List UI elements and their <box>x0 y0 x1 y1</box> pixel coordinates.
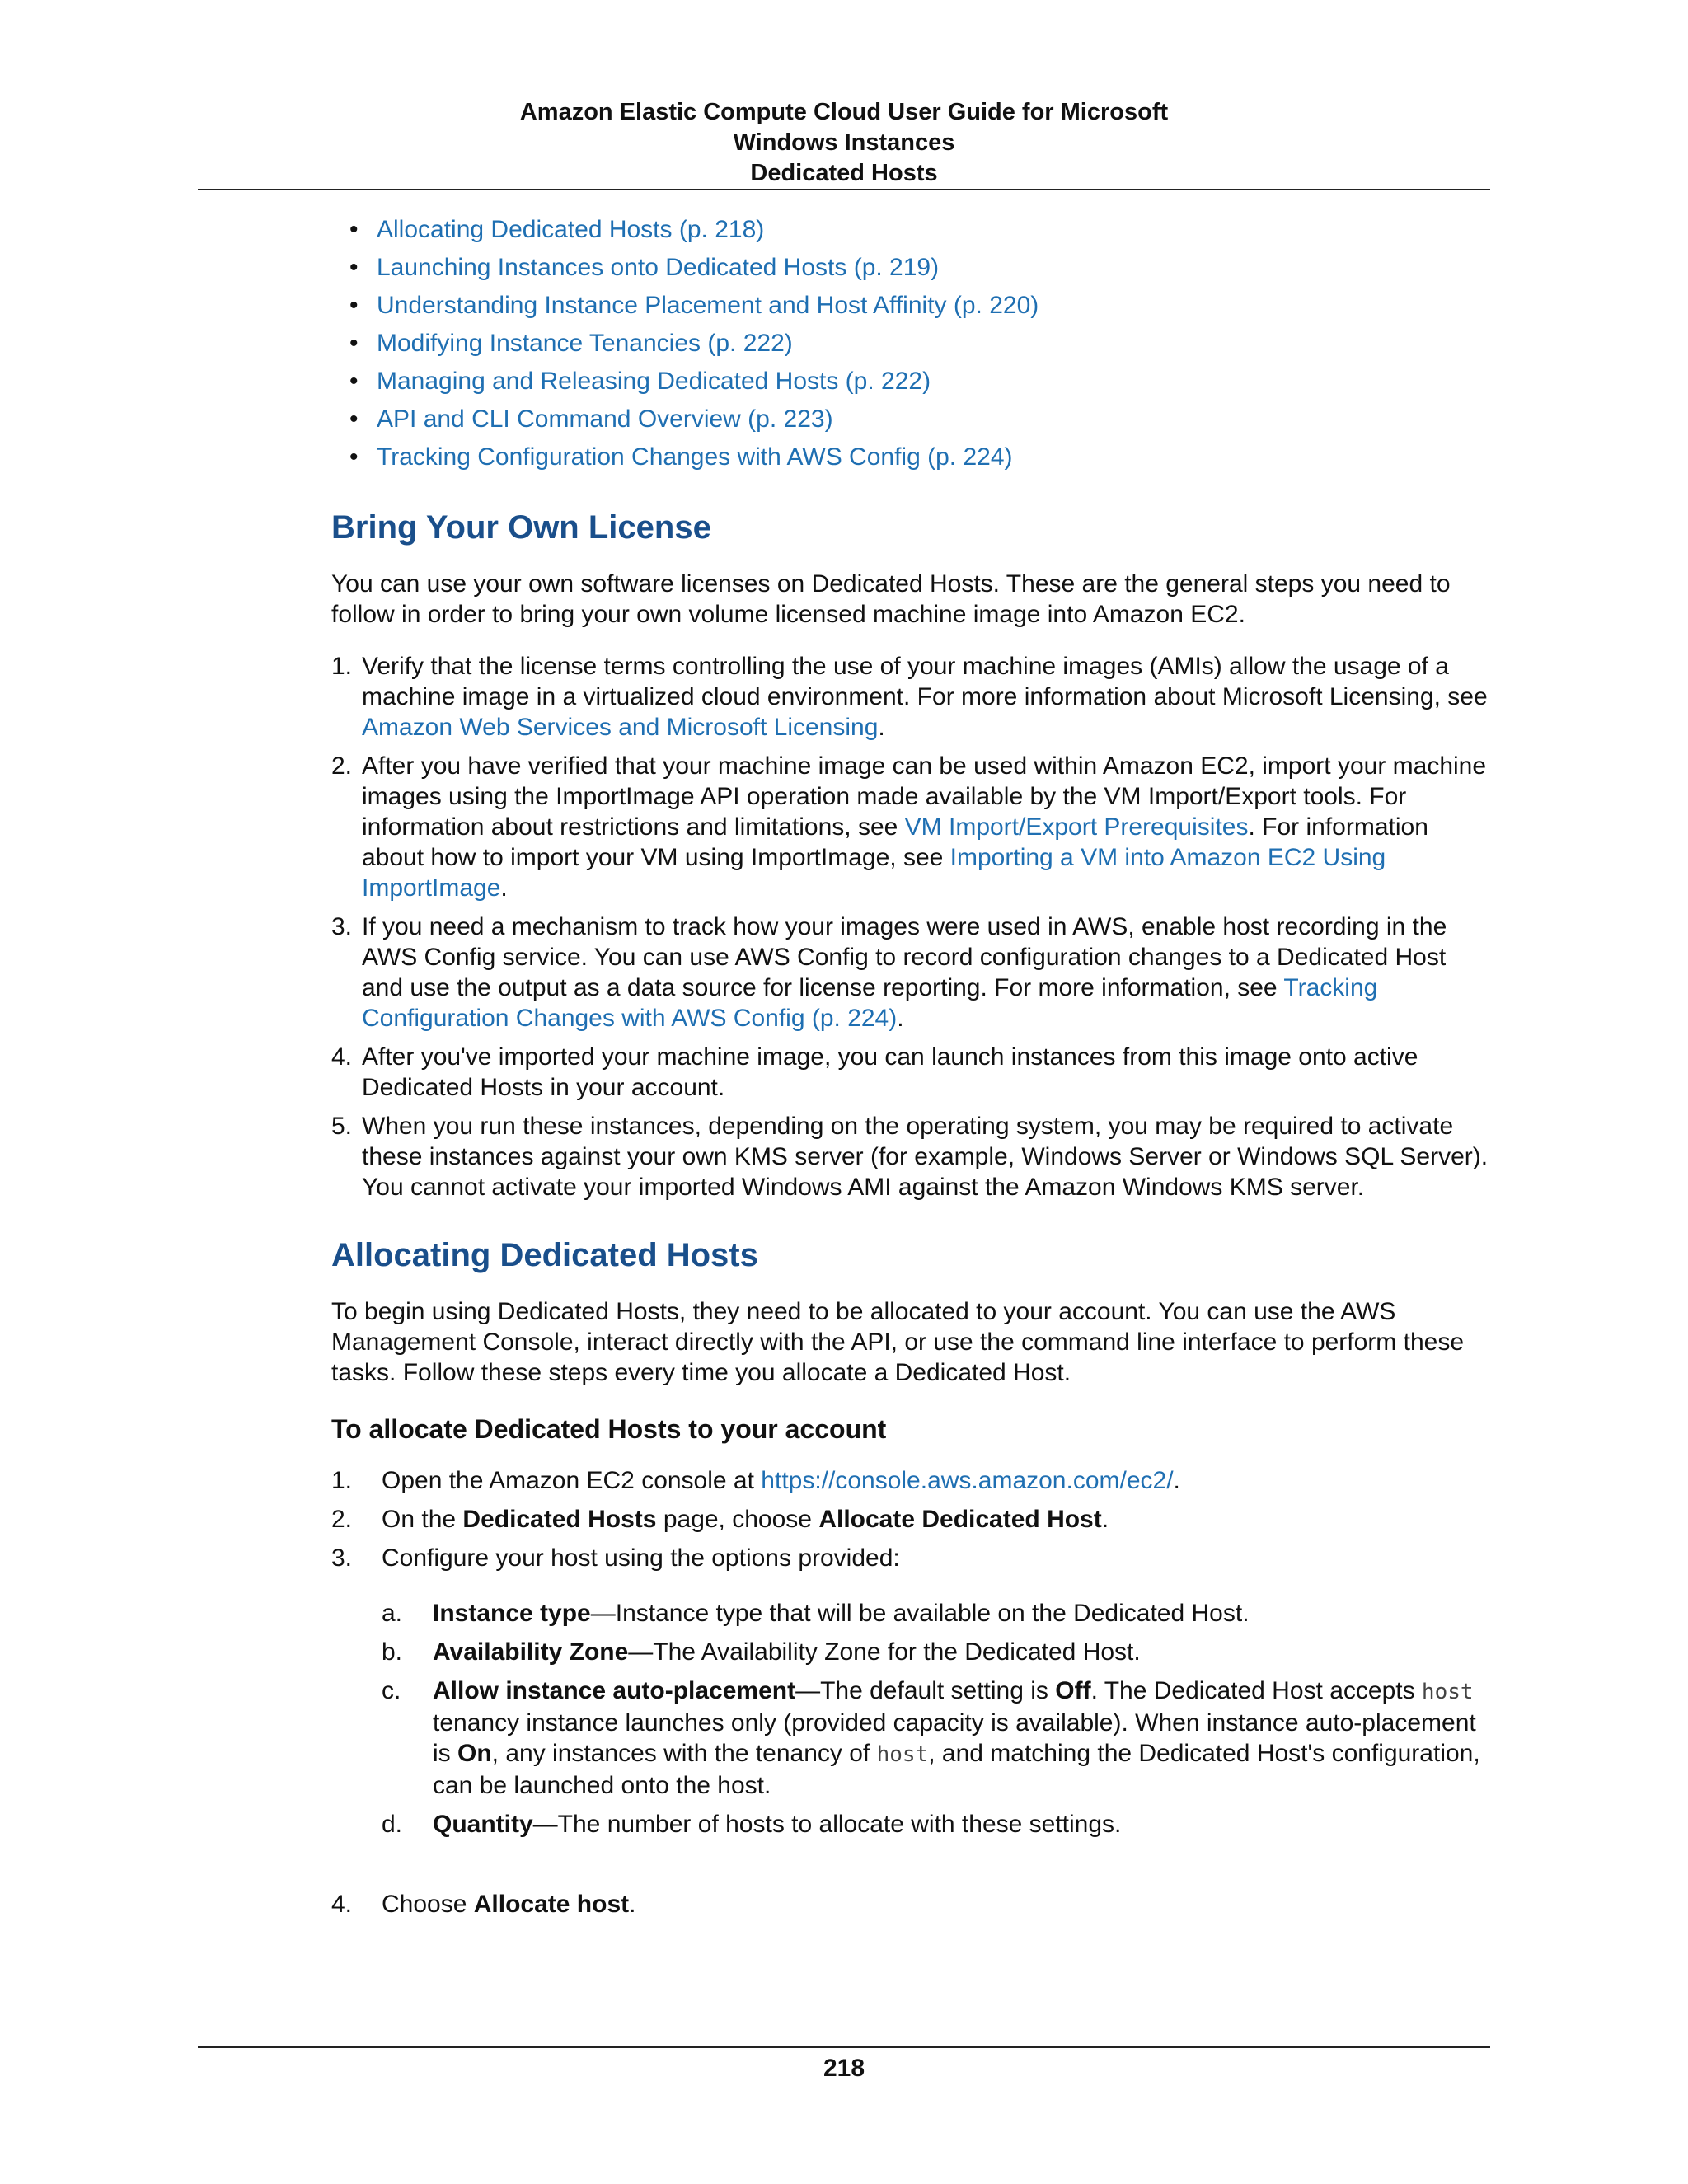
step-number: 2. <box>331 1506 353 1533</box>
step-text: Configure your host using the options provided: <box>382 1544 900 1572</box>
header-line-3: Dedicated Hosts <box>750 160 938 186</box>
option-quantity <box>382 1809 1490 1840</box>
footer-divider <box>198 2046 1490 2048</box>
option-term: Allow instance auto-placement <box>433 1677 796 1704</box>
procedure-title: To allocate Dedicated Hosts to your account <box>331 1414 887 1444</box>
allocate-step-2 <box>331 1504 1490 1535</box>
step-text: When you run these instances, depending on the operating system, you may be required to activate these instances against your own KMS server (for example, Windows Server or Windows SQL Server). You cannot activate your imported Windows AMI against the Amazon Windows KMS server. <box>362 1113 1489 1201</box>
option-text: —The Availability Zone for the Dedicated Host. <box>628 1638 1141 1666</box>
allocating-intro: To begin using Dedicated Hosts, they need to be allocated to your account. You can use the AWS Management Console, interact directly with the API, or use the command line interface to perform these tasks. Follow these steps every time you allocate a Dedicated Host. <box>331 1298 1465 1386</box>
toc-item <box>331 366 1490 396</box>
option-letter: a. <box>382 1600 403 1627</box>
page-number: 218 <box>823 2055 865 2082</box>
byol-step-4 <box>331 1042 1490 1103</box>
ec2-console-link[interactable]: https://console.aws.amazon.com/ec2/ <box>761 1467 1174 1494</box>
toc-item <box>331 328 1490 359</box>
byol-step-2 <box>331 751 1490 903</box>
tracking-config-link[interactable]: Tracking Configuration Changes with AWS Config (p. 224) <box>362 974 1378 1032</box>
allocating-heading: Allocating Dedicated Hosts <box>331 1237 758 1273</box>
step-text: Verify that the license terms controlling the use of your machine images (AMIs) allow the usage of a machine image in a virtualized cloud environment. For more information about Microsoft Licensing, see <box>362 653 1488 710</box>
option-auto-placement <box>382 1675 1490 1801</box>
step-text: After you've imported your machine image, you can launch instances from this image onto active Dedicated Hosts in your account. <box>362 1043 1418 1101</box>
step-number: 4. <box>331 1891 353 1918</box>
value-on: On <box>457 1740 492 1767</box>
toc-item <box>331 442 1490 472</box>
punctuation: . <box>1101 1506 1109 1533</box>
punctuation: . <box>500 874 508 902</box>
header-line-1: Amazon Elastic Compute Cloud User Guide for Microsoft <box>519 99 1169 125</box>
toc-link-managing[interactable]: Managing and Releasing Dedicated Hosts (p. 222) <box>377 368 931 395</box>
header-line-2: Windows Instances <box>733 129 955 156</box>
code-host: host <box>876 1742 929 1767</box>
host-options-list <box>382 1598 1490 1840</box>
toc-link-placement[interactable]: Understanding Instance Placement and Host Affinity (p. 220) <box>377 292 1039 319</box>
import-vm-link[interactable]: Importing a VM into Amazon EC2 Using ImportImage <box>362 844 1386 902</box>
toc-link-api-cli[interactable]: API and CLI Command Overview (p. 223) <box>377 405 833 433</box>
option-letter: c. <box>382 1677 401 1704</box>
step-text: Choose <box>382 1891 474 1918</box>
step-number: 1. <box>331 653 353 680</box>
option-letter: b. <box>382 1638 403 1666</box>
option-term: Quantity <box>433 1811 533 1838</box>
step-number: 5. <box>331 1113 353 1140</box>
step-number: 3. <box>331 1544 353 1572</box>
option-text: , any instances with the tenancy of <box>491 1740 877 1767</box>
punctuation: . <box>1173 1467 1180 1494</box>
vm-prereq-link[interactable]: VM Import/Export Prerequisites <box>904 813 1249 841</box>
allocate-steps <box>331 1465 1490 1919</box>
punctuation: . <box>629 1891 636 1918</box>
page-content <box>331 214 1490 1928</box>
allocate-step-4 <box>331 1889 1490 1919</box>
ms-licensing-link[interactable]: Amazon Web Services and Microsoft Licensing <box>362 714 879 741</box>
toc-link-allocating[interactable]: Allocating Dedicated Hosts (p. 218) <box>377 216 765 243</box>
option-availability-zone <box>382 1637 1490 1667</box>
step-text: After you have verified that your machine image can be used within Amazon EC2, import your machine images using the ImportImage API operation made available by the VM Import/Export tools. For information about restrictions and limitations, see <box>362 752 1487 841</box>
step-number: 2. <box>331 752 353 780</box>
option-term: Instance type <box>433 1600 591 1627</box>
option-text: tenancy instance launches only (provided capacity is available). When instance auto-placement is <box>433 1709 1476 1767</box>
step-number: 4. <box>331 1043 353 1071</box>
byol-step-3 <box>331 912 1490 1033</box>
toc-item <box>331 214 1490 245</box>
punctuation: . <box>897 1005 904 1032</box>
byol-heading: Bring Your Own License <box>331 509 711 546</box>
code-host: host <box>1421 1680 1474 1704</box>
step-number: 3. <box>331 913 353 940</box>
running-header <box>198 97 1490 189</box>
toc-link-tenancies[interactable]: Modifying Instance Tenancies (p. 222) <box>377 330 793 357</box>
ui-label-allocate-host: Allocate host <box>473 1891 630 1918</box>
option-text: —The default setting is <box>795 1677 1056 1704</box>
section-toc-list <box>331 214 1490 472</box>
option-text: . The Dedicated Host accepts <box>1090 1677 1422 1704</box>
step-text: Open the Amazon EC2 console at <box>382 1467 762 1494</box>
step-text: On the <box>382 1506 463 1533</box>
value-off: Off <box>1055 1677 1091 1704</box>
byol-intro: You can use your own software licenses on Dedicated Hosts. These are the general steps you need to follow in order to bring your own volume licensed machine image into Amazon EC2. <box>331 570 1451 628</box>
header-divider <box>198 189 1490 190</box>
toc-link-launching[interactable]: Launching Instances onto Dedicated Hosts (p. 219) <box>377 254 940 281</box>
option-text: —Instance type that will be available on the Dedicated Host. <box>590 1600 1250 1627</box>
ui-label-allocate-dedicated-host: Allocate Dedicated Host <box>818 1506 1102 1533</box>
option-text: —The number of hosts to allocate with these settings. <box>532 1811 1122 1838</box>
option-instance-type <box>382 1598 1490 1629</box>
option-letter: d. <box>382 1811 403 1838</box>
step-number: 1. <box>331 1467 353 1494</box>
ui-label-dedicated-hosts: Dedicated Hosts <box>462 1506 657 1533</box>
toc-link-aws-config[interactable]: Tracking Configuration Changes with AWS Config (p. 224) <box>377 443 1013 471</box>
toc-item <box>331 252 1490 283</box>
punctuation: . <box>878 714 885 741</box>
allocate-step-3 <box>331 1543 1490 1840</box>
option-term: Availability Zone <box>433 1638 629 1666</box>
byol-step-1 <box>331 651 1490 743</box>
step-text: page, choose <box>656 1506 819 1533</box>
option-text: , and matching the Dedicated Host's configuration, can be launched onto the host. <box>433 1740 1480 1799</box>
step-text: If you need a mechanism to track how your images were used in AWS, enable host recording in the AWS Config service. You can use AWS Config to record configuration changes to a Dedicated Host and use the output as a data source for license reporting. For more information, see <box>362 913 1447 1001</box>
toc-item <box>331 404 1490 434</box>
toc-item <box>331 290 1490 321</box>
byol-steps <box>331 651 1490 1202</box>
byol-step-5 <box>331 1111 1490 1202</box>
allocate-step-1 <box>331 1465 1490 1496</box>
step-text: . For information about how to import your VM using ImportImage, see <box>362 813 1428 871</box>
